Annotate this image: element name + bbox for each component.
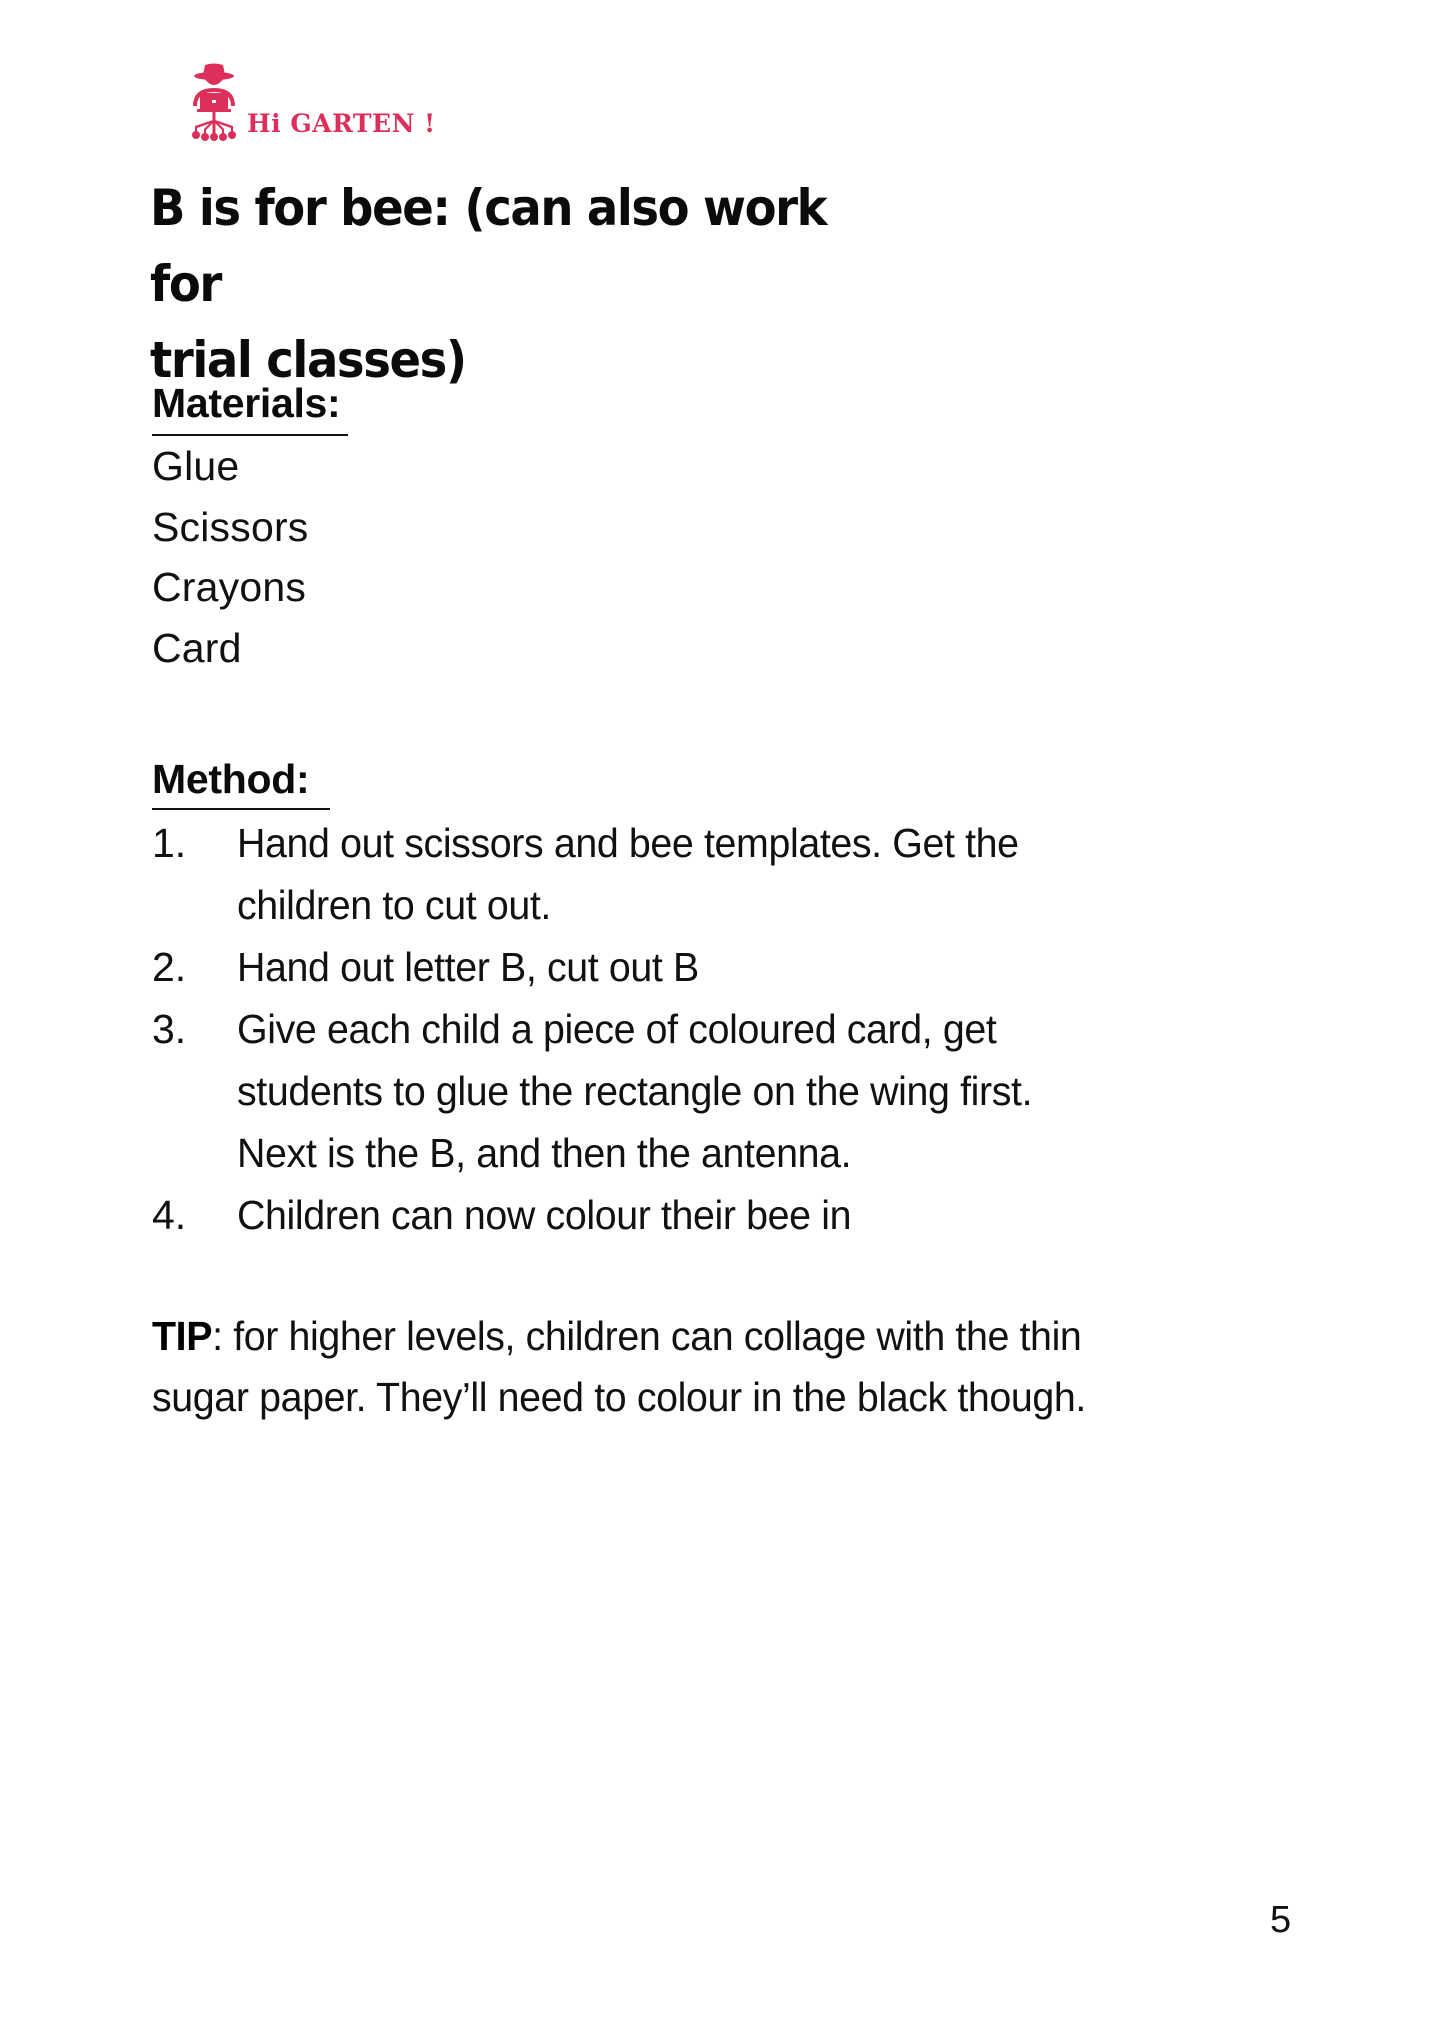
- step-text: [237, 812, 1259, 936]
- method-step-4: [152, 1184, 1302, 1246]
- page-title: [150, 170, 857, 398]
- materials-item-scissors: Scissors: [152, 503, 309, 550]
- step-number: 2.: [152, 944, 187, 990]
- tip-line-2: sugar paper. They’ll need to colour in the black though.: [152, 1374, 1086, 1420]
- step-text: [237, 1184, 1259, 1246]
- step-line: Children can now colour their bee in: [237, 1192, 852, 1238]
- step-line: Hand out scissors and bee templates. Get the: [237, 820, 1019, 866]
- step-text: [237, 936, 1259, 998]
- materials-heading-text: Materials:: [152, 380, 341, 426]
- step-line: students to glue the rectangle on the wing first.: [237, 1068, 1033, 1114]
- materials-item-glue: Glue: [152, 443, 240, 489]
- method-step-1: [152, 812, 1302, 936]
- method-heading: [152, 754, 309, 804]
- step-text: [237, 998, 1259, 1184]
- method-steps: [152, 812, 1302, 1246]
- method-step-2: [152, 936, 1302, 998]
- step-number: 1.: [152, 820, 187, 866]
- tip-paragraph: [152, 1306, 1285, 1428]
- page-number: 5: [1270, 1899, 1292, 1941]
- materials-item-crayons: Crayons: [152, 564, 307, 610]
- step-line: Next is the B, and then the antenna.: [237, 1130, 852, 1176]
- tip-label: TIP: [152, 1313, 213, 1359]
- materials-heading: [152, 378, 340, 428]
- hatted-figure-laptop-icon: [183, 62, 245, 142]
- brand-logo: [183, 58, 436, 142]
- step-line: Hand out letter B, cut out B: [237, 944, 699, 990]
- step-line: Give each child a piece of coloured card, get: [237, 1006, 997, 1052]
- tip-line-1: : for higher levels, children can collage with the thin: [212, 1313, 1082, 1359]
- method-heading-text: Method:: [152, 756, 310, 802]
- title-line-2: trial classes): [150, 331, 466, 389]
- step-line: children to cut out.: [237, 882, 551, 928]
- materials-list: [152, 436, 309, 678]
- brand-name: Hi GARTEN !: [247, 109, 436, 138]
- step-number: 3.: [152, 1006, 187, 1052]
- materials-item-card: Card: [152, 624, 242, 671]
- method-step-3: [152, 998, 1302, 1184]
- method-heading-underline: [152, 808, 330, 810]
- step-number: 4.: [152, 1192, 187, 1238]
- title-line-1: B is for bee: (can also work for: [150, 179, 827, 313]
